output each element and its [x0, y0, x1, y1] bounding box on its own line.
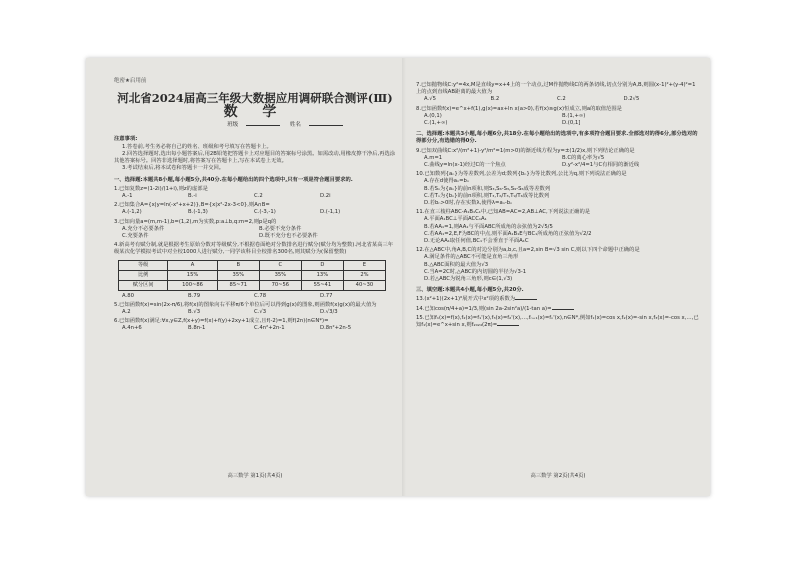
option: A.2	[122, 309, 131, 316]
options	[416, 96, 700, 103]
question-stem: 5.已知函数f(x)=sin(2x-π/6),将f(x)的图象向右平移π/6个单位后可以得到g(x)的图象,则函数f(x)g(x)的最大值为	[114, 301, 377, 308]
secret-label: 绝密★启用前	[114, 78, 147, 84]
table-cell: 85~71	[217, 280, 259, 290]
table-cell: 35%	[217, 270, 259, 280]
subject-title: 数 学	[223, 104, 287, 121]
question-4	[114, 242, 396, 300]
options	[114, 293, 396, 300]
question-15	[416, 315, 700, 329]
option: C.充要条件	[122, 233, 149, 240]
question-11	[416, 209, 700, 245]
name-blank	[309, 125, 343, 126]
exam-sheet	[86, 58, 710, 496]
section-2-heading: 二、选择题:本题共3小题,每小题6分,共18分.在每小题给出的选项中,有多项符合题目要求.全部选对的得6分,部分选对的得部分分,有选错的得0分.	[416, 131, 698, 145]
option: D.无论AA₁取任何值,BC₁不会垂直于平面A₁C	[424, 238, 529, 245]
option: C.√3	[254, 309, 267, 316]
option: D.若bₙ>0时,存在实数λ,使得λ=aₙ-bₙ	[424, 200, 513, 207]
question-1	[114, 186, 396, 200]
notice	[114, 136, 396, 173]
option: A.存在d使得aₙ=bₙ	[424, 178, 470, 185]
table-cell: A	[168, 260, 218, 270]
option: A.(0,1)	[424, 112, 442, 119]
grade-table	[118, 260, 386, 291]
option: B.8n-1	[188, 325, 206, 332]
question-stem: 1.已知复数z=(1-2i)/(1+i),则z的虚部是	[114, 185, 208, 192]
question-stem: 9.已知双曲线C:x²/(m²+1)-y²/m²=1(m>0)的渐近线方程为y=±(1/2)x,则下列结论正确的是	[416, 147, 635, 154]
question-7	[416, 82, 700, 104]
options	[114, 209, 396, 216]
option: B.C的离心率为√5	[562, 154, 605, 161]
option: D.2√5	[623, 96, 640, 103]
table-row	[119, 260, 386, 270]
option: C.2	[254, 193, 263, 200]
table-cell: 100~86	[168, 280, 218, 290]
answer-blank	[497, 325, 519, 326]
table-cell: 35%	[259, 270, 301, 280]
class-blank	[246, 125, 280, 126]
option: C.曲线y=ln(x-1)经过C的一个焦点	[424, 162, 506, 169]
table-row	[119, 280, 386, 290]
option: C.(-3,-1)	[254, 209, 276, 216]
options	[114, 226, 396, 240]
table-cell: B	[217, 260, 259, 270]
option: D.77	[320, 292, 333, 299]
table-cell: 40~30	[343, 280, 385, 290]
page-fold	[402, 58, 406, 496]
question-stem: 8.已知函数f(x)=e^x+f(1),g(x)=ax+ln x(a>0),若f(x)≥g(x)恒成立,则a的取值范围是	[416, 105, 622, 112]
option: A.-1	[122, 193, 133, 200]
table-cell: 比例	[119, 270, 168, 280]
name-row	[114, 122, 396, 129]
question-stem: 2.已知集合A={x|y=ln(-x²+x+2)},B={x|x²-2x-3<0},则A∩B=	[114, 202, 270, 209]
option: C.2	[557, 96, 566, 103]
table-cell: C	[259, 260, 301, 270]
option: D.√3/3	[320, 309, 338, 316]
question-14	[416, 306, 700, 313]
option: B.√3	[188, 309, 201, 316]
option: C.4n²+2n-1	[254, 325, 285, 332]
option: D.若△ABC为锐角三角形,则c∈(1,√3)	[424, 276, 513, 283]
option: C.若AA₁=2,E,F为BC的中点,则平面A₁B₁E与BC₁所成角的正弦值为√2/2	[424, 230, 592, 237]
question-6	[114, 318, 396, 332]
name-label: 姓名	[289, 122, 301, 129]
options	[416, 155, 700, 169]
option: C.78	[254, 292, 267, 299]
option: D.(0,1]	[562, 120, 581, 127]
option: C.当A=2C时,△ABC的内切圆的半径为√3-1	[424, 268, 527, 275]
question-5	[114, 302, 396, 316]
section-3-heading: 三、填空题:本题共4小题,每小题5分,共20分.	[416, 287, 524, 294]
notice-item: 3.考试结束后,将本试卷和答题卡一并交回。	[122, 165, 225, 172]
options	[416, 113, 700, 127]
options	[114, 193, 396, 200]
question-12	[416, 247, 700, 283]
option: B.-i	[188, 193, 197, 200]
question-stem: 10.已知数列{aₙ}为等差数列,公差为d;数列{bₙ}为等比数列,公比为q,则下列说法正确的是	[416, 171, 627, 178]
question-13	[416, 296, 700, 303]
notice-title: 注意事项:	[114, 135, 138, 142]
option: D.y²-x²/4=1与C有相同的渐近线	[562, 162, 640, 169]
option: A.充分不必要条件	[122, 225, 165, 232]
table-cell: 15%	[168, 270, 218, 280]
question-stem: 4.新高考有赋分制,就是根据考生原始分数对等级赋分,不根据卷面绝对分数排名进行赋分(赋分均为整数).河北省某高三年级某次化学模拟考试中对全校1000人进行赋分,一同学该科目全校排名300名,则其赋分为(保留整数)	[114, 242, 394, 256]
option: A.80	[122, 292, 134, 299]
option: B.(-1,3)	[188, 209, 208, 216]
class-label: 班级	[227, 122, 239, 129]
table-cell: 等级	[119, 260, 168, 270]
option: D.既不充分也不必要条件	[259, 233, 318, 240]
question-stem: 12.在△ABC中,角A,B,C的对边分别为a,b,c,且a=2,sin B=√3 sin C,则以下四个命题中正确的是	[416, 247, 640, 254]
notice-item: 2.回答选择题时,选出每小题答案后,用2B铅笔把答题卡上对应题目的答案标号涂黑。如需改动,用橡皮擦干净后,再选涂其他答案标号。回答非选择题时,将答案写在答题卡上,写在本试卷上无效。	[114, 151, 396, 165]
question-stem: 7.已知抛物线C:y²=4x,M是直线y=x+4上的一个动点,过M作抛物线C的两条切线,切点分别为A,B,则圆(x-1)²+(y-4)²=1上的点到直线AB距离的最大值为	[416, 82, 696, 96]
option: A.m=1	[424, 154, 443, 161]
answer-blank	[515, 299, 537, 300]
table-row	[119, 270, 386, 280]
option: C.若Tₙ为{bₙ}的前n项积,则T₃,T₆/T₃,T₉/T₆成等比数列	[424, 192, 550, 199]
table-cell: 2%	[343, 270, 385, 280]
notice-item: 1.答卷前,考生务必将自己的姓名、班级和考号填写在答题卡上。	[122, 143, 272, 150]
table-cell: D	[301, 260, 343, 270]
option: B.(1,+∞)	[562, 112, 586, 119]
option: C.(1,+∞)	[424, 120, 448, 127]
question-10	[416, 171, 700, 207]
exam-title: 河北省2024届高三年级大数据应用调研联合测评(Ⅲ)	[117, 91, 393, 106]
option: D.(-1,1)	[320, 209, 341, 216]
option: B.若Sₙ为{aₙ}的前n项和,则S₃,S₆-S₃,S₉-S₆成等差数列	[424, 185, 551, 192]
option: A.满足条件的△ABC不可能是直角三角形	[424, 254, 519, 261]
question-stem: 3.已知向量a=(m,m-1),b=(1,2),m为实数,p:a⊥b,q:m=2,则p是q的	[114, 218, 277, 225]
option: B.若AA₁=1,则AA₁与平面ABC所成角的余弦值为2√5/5	[424, 223, 553, 230]
option: B.必要不充分条件	[259, 225, 302, 232]
question-8	[416, 106, 700, 128]
table-cell: 13%	[301, 270, 343, 280]
option: B.79	[188, 292, 201, 299]
option: D.8n²+2n-5	[320, 325, 352, 332]
question-9	[416, 148, 700, 170]
question-2	[114, 202, 396, 216]
option: B.△ABC面积的最大值为√3	[424, 261, 489, 268]
page-1	[114, 78, 396, 484]
question-stem: 13.(x²+1)(2x+1)⁶展开式中x²项的系数为	[416, 296, 516, 303]
question-stem: 6.已知函数f(x)满足:∀x,y∈Z,f(x+y)=f(x)+f(y)+2xy+1成立,且f(-2)=1,则f(2n)(n∈N*)=	[114, 318, 329, 325]
option: A.√5	[424, 96, 436, 103]
section-1-heading: 一、选择题:本题共8小题,每小题5分,共40分.在每小题给出的四个选项中,只有一项是符合题目要求的.	[114, 176, 353, 183]
options	[114, 309, 396, 316]
question-3	[114, 219, 396, 241]
question-stem: 11.在直三棱柱ABC-A₁B₁C₁中,已知AB=AC=2,AB⊥AC,下列说法正确的是	[416, 209, 591, 216]
table-cell: 70~56	[259, 280, 301, 290]
page-2	[416, 80, 700, 484]
table-cell: 赋分区间	[119, 280, 168, 290]
option: B.2	[490, 96, 500, 103]
page-footer-right: 高三数学 第2页(共4页)	[530, 472, 586, 479]
option: A.4n+6	[122, 325, 142, 332]
option: A.(-1,2)	[122, 209, 142, 216]
question-stem: 15.已知f₁(x)=f(x),f₂(x)=f₁'(x),f₃(x)=f₂'(x),…,fₙ₊₁(x)=fₙ'(x),n∈N*,例如f₁(x)=cos x,f₂(x)=-sin x,f₃(x)=-cos x,…,已知f₁(x)=e^x+sin x,则f₂₀₂₄(2π)=	[416, 314, 699, 329]
table-cell: 55~41	[301, 280, 343, 290]
options	[114, 325, 396, 332]
table-cell: E	[343, 260, 385, 270]
option: A.平面A₁BC⊥平面ACC₁A₁	[424, 216, 487, 223]
option: D.2i	[320, 193, 331, 200]
answer-blank	[552, 309, 574, 310]
question-stem: 14.已知cos(π/4+a)=1/3,则(sin 2a-2sin²a)/(1-tan a)=	[416, 305, 552, 312]
page-footer-left: 高三数学 第1页(共4页)	[227, 472, 283, 479]
